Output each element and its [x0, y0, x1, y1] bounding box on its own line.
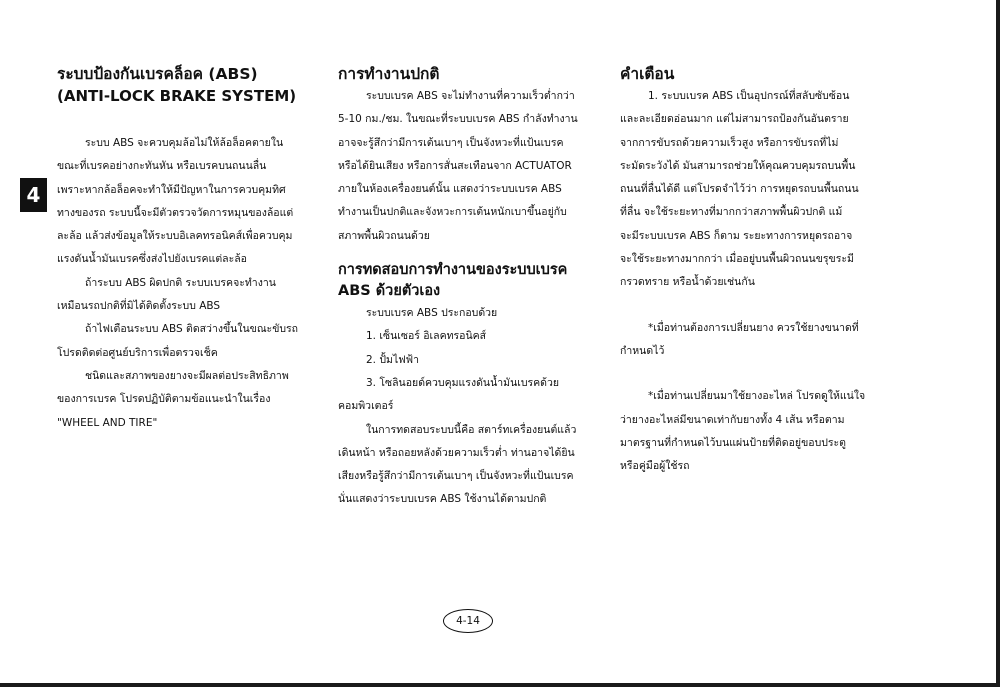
component-list — [338, 325, 600, 418]
page-number: 4-14 — [443, 609, 493, 633]
text-line: เหมือนรถปกติที่มิได้ติดตั้งระบบ ABS — [57, 300, 221, 313]
text-line: ถ้าไฟเตือนระบบ ABS ติดสว่างขึ้นในขณะขับรถ — [85, 323, 299, 336]
list-item-wrap: คอมพิวเตอร์ — [338, 400, 394, 413]
text-line: ละล้อ แล้วส่งข้อมูลให้ระบบอิเลคทรอนิคส์เพื่อควบคุม — [57, 230, 293, 243]
text-line: ระบบ ABS จะควบคุมล้อไม่ให้ล้อล็อคตายใน — [85, 137, 284, 149]
paragraph-warning-1 — [620, 85, 888, 295]
column-normal-operation — [338, 63, 600, 512]
text-line: สภาพพื้นผิวถนนด้วย — [338, 229, 430, 242]
text-line: 1. ระบบเบรค ABS เป็นอุปกรณ์ที่สลับซับซ้อน — [648, 90, 850, 102]
chapter-tab: 4 — [20, 178, 47, 212]
text-line: อาจจะรู้สึกว่ามีการเต้นเบาๆ เป็นจังหวะที่แป้นเบรค — [338, 136, 564, 149]
text-line: ระมัดระวังได้ มันสามารถช่วยให้คุณควบคุมรถบนพื้น — [620, 159, 856, 172]
text-line: ระบบเบรค ABS ประกอบด้วย — [366, 307, 498, 320]
paragraph-self-test — [338, 419, 600, 512]
text-line: ทางของรถ ระบบนี้จะมีตัวตรวจวัดการหมุนของล้อแต่ — [57, 206, 294, 219]
text-line: *เมื่อท่านเปลี่ยนมาใช้ยางอะไหล่ โปรดดูให้แน่ใจ — [648, 390, 866, 403]
text-line: ที่ลื่น จะใช้ระยะทางที่มากกว่าสภาพพื้นผิวปกติ แม้ — [620, 206, 843, 219]
text-line: *เมื่อท่านต้องการเปลี่ยนยาง ควรใช้ยางขนาดที่ — [648, 321, 859, 334]
text-line: มาตรฐานที่กำหนดไว้บนแผ่นป้ายที่ติดอยู่ขอบประตู — [620, 436, 846, 449]
paragraph-tire-change — [620, 317, 888, 364]
text-line: เสียงหรือรู้สึกว่ามีการเต้นเบาๆ เป็นจังหวะที่แป้นเบรค — [338, 470, 574, 483]
heading-normal-operation: การทำงานปกติ — [338, 65, 440, 83]
text-line: จากการขับรถด้วยความเร็วสูง หรือการขับรถที่ไม่ — [620, 136, 839, 149]
list-item: 3. โซลินอยด์ควบคุมแรงดันน้ำมันเบรคด้วย — [366, 376, 560, 389]
paragraph-normal-operation — [338, 85, 600, 248]
text-line: ระบบเบรค ABS จะไม่ทำงานที่ความเร็วต่ำกว่า — [366, 90, 575, 102]
paragraph-spare-tire — [620, 385, 888, 478]
text-line: ทำงานเป็นปกติและจังหวะการเต้นหนักเบาขึ้นอยู่กับ — [338, 206, 567, 219]
text-line: ถ้าระบบ ABS ผิดปกติ ระบบเบรคจะทำงาน — [85, 276, 276, 289]
text-line: กำหนดไว้ — [620, 344, 665, 357]
text-line: ชนิดและสภาพของยางจะมีผลต่อประสิทธิภาพ — [85, 369, 289, 382]
text-line: หรือคู่มือผู้ใช้รถ — [620, 460, 690, 473]
list-item: 1. เซ็นเซอร์ อิเลคทรอนิคส์ — [366, 330, 487, 343]
text-line: ขณะที่เบรคอย่างกะทันหัน หรือเบรคบนถนนลื่น — [57, 160, 267, 173]
heading-self-test-line2: ABS ด้วยตัวเอง — [338, 283, 441, 300]
section-subtitle: (ANTI-LOCK BRAKE SYSTEM) — [57, 87, 297, 105]
text-line: ภายในห้องเครื่องยนต์นั้น แสดงว่าระบบเบรค ABS — [338, 183, 562, 196]
text-line: จะมีระบบเบรค ABS ก็ตาม ระยะทางการหยุดรถอาจ — [620, 229, 853, 242]
column-abs-intro — [57, 63, 319, 435]
text-line: ถนนที่ลื่นได้ดี แต่โปรดจำไว้ว่า การหยุดรถบนพื้นถนน — [620, 183, 859, 196]
text-line: เพราะหากล้อล็อคจะทำให้มีปัญหาในการควบคุมทิศ — [57, 183, 286, 196]
text-line: หรือได้ยินเสียง หรือการสั่นสะเทือนจาก ACTUATOR — [338, 159, 572, 172]
heading-self-test: การทดสอบการทำงานของระบบเบรค — [338, 262, 568, 279]
text-line: 5-10 กม./ชม. ในขณะที่ระบบเบรค ABS กำลังทำงาน — [338, 113, 578, 126]
text-line: กรวดทราย หรือน้ำด้วยเช่นกัน — [620, 276, 755, 289]
text-line: ในการทดสอบระบบนี้คือ สตาร์ทเครื่องยนต์แล้ว — [366, 423, 577, 436]
text-line: ของการเบรค โปรดปฏิบัติตามข้อแนะนำในเรื่อง — [57, 393, 271, 406]
text-line: โปรดติดต่อศูนย์บริการเพื่อตรวจเช็ค — [57, 346, 218, 359]
text-line: แรงดันน้ำมันเบรคซึ่งส่งไปยังเบรคแต่ละล้อ — [57, 253, 247, 266]
section-title: ระบบป้องกันเบรคล็อค (ABS) — [57, 65, 258, 83]
paragraph-abs-malfunction — [57, 272, 319, 319]
paragraph-abs-description — [57, 132, 319, 272]
paragraph-tire-effect — [57, 365, 319, 435]
text-line: นั่นแสดงว่าระบบเบรค ABS ใช้งานได้ตามปกติ — [338, 493, 547, 506]
text-line: "WHEEL AND TIRE" — [57, 416, 158, 429]
paragraph-warning-light — [57, 318, 319, 365]
heading-warning: คำเตือน — [620, 65, 675, 83]
text-line: และละเอียดอ่อนมาก แต่ไม่สามารถป้องกันอันตราย — [620, 113, 849, 126]
text-line: ว่ายางอะไหล่มีขนาดเท่ากับยางทั้ง 4 เส้น หรือตาม — [620, 413, 845, 426]
text-line: เดินหน้า หรือถอยหลังด้วยความเร็วต่ำ ท่านอาจได้ยิน — [338, 446, 575, 459]
text-line: จะใช้ระยะทางมากกว่า เมื่ออยู่บนพื้นผิวถนนขรุขระมี — [620, 253, 854, 266]
list-item: 2. ปั้มไฟฟ้า — [366, 353, 419, 366]
column-warning — [620, 63, 888, 478]
